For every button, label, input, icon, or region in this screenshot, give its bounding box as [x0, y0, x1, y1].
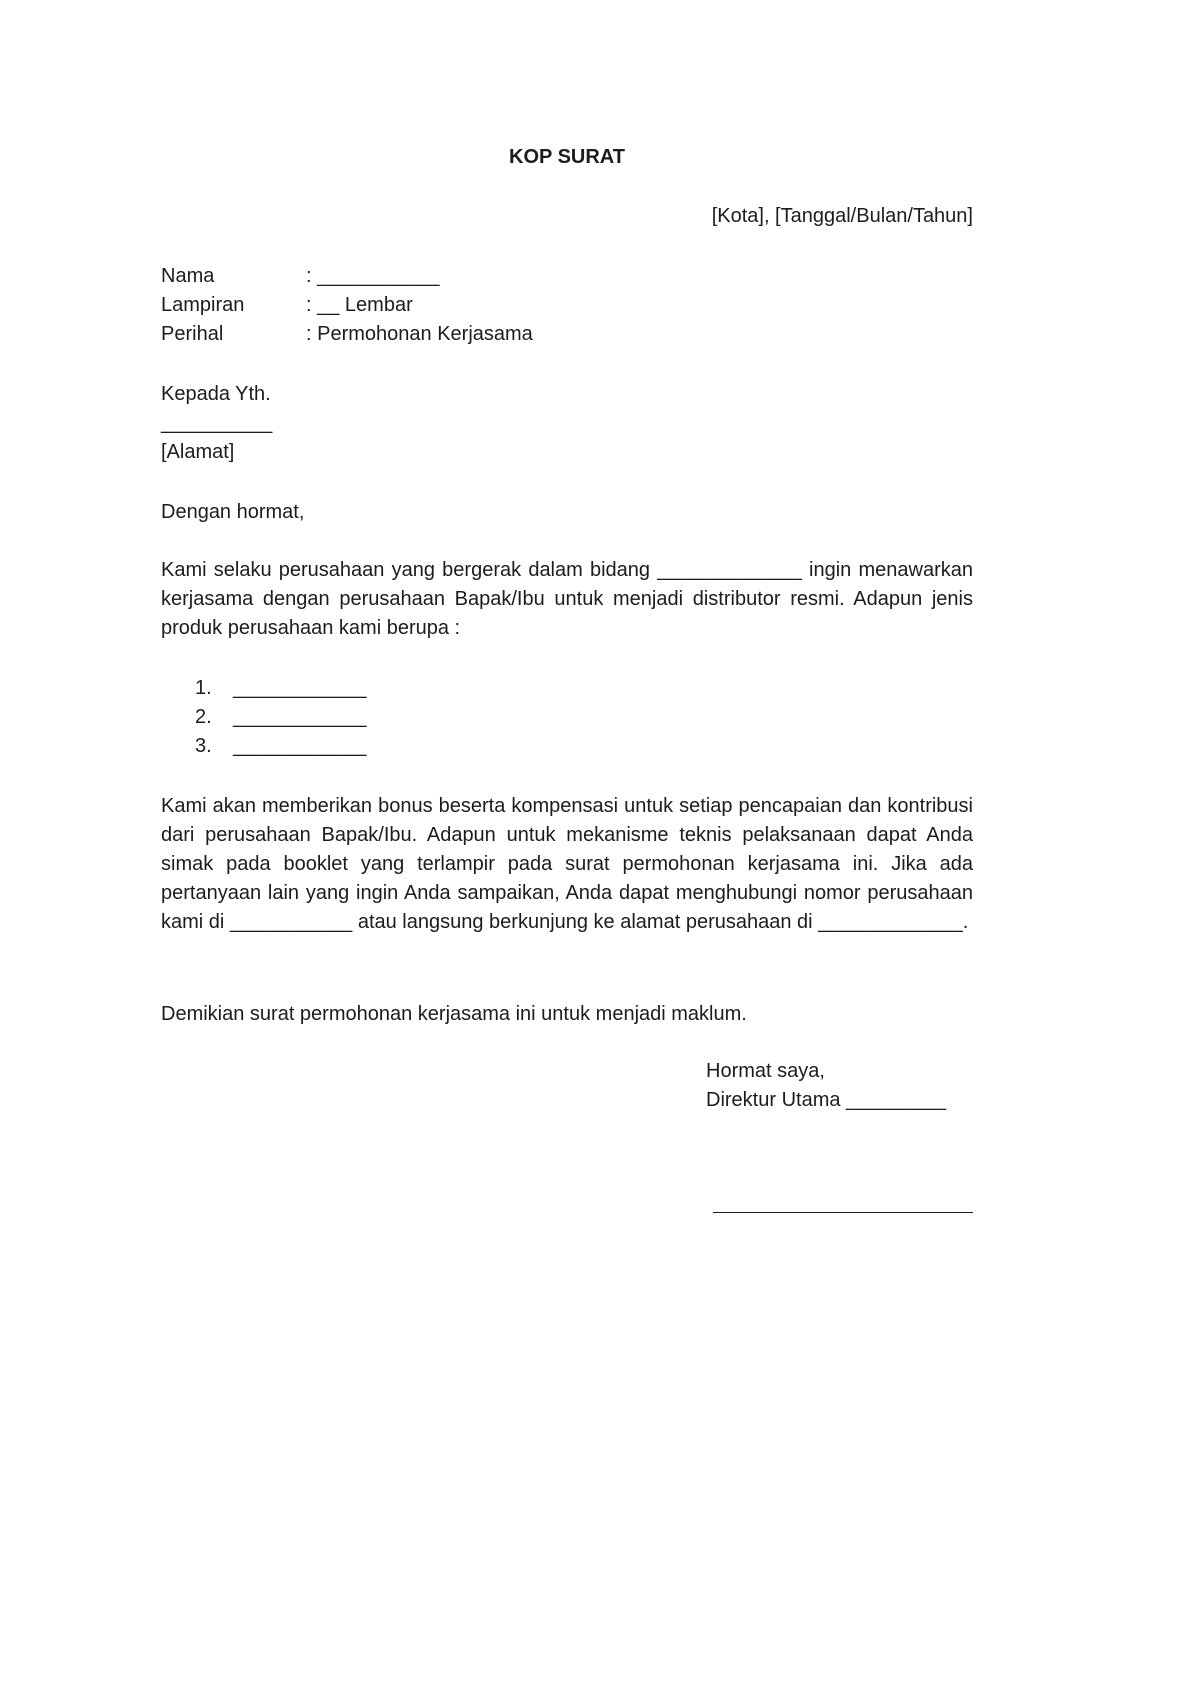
addressee-address: [Alamat]: [161, 441, 235, 463]
list-item: [195, 732, 366, 761]
meta-label: Nama: [161, 265, 215, 287]
addressee-name-blank: __________: [161, 412, 273, 434]
body-paragraph-3: Demikian surat permohonan kerjasama ini untuk menjadi maklum.: [161, 1003, 747, 1025]
product-list: [195, 674, 366, 761]
meta-row-lampiran: [161, 291, 533, 320]
letterhead-title: KOP SURAT: [509, 146, 625, 168]
list-number: 2.: [195, 706, 212, 728]
list-value: ____________: [233, 735, 367, 757]
list-value: ____________: [233, 677, 367, 699]
salutation: Dengan hormat,: [161, 501, 305, 523]
list-item: [195, 703, 366, 732]
addressee-block: [161, 380, 272, 467]
letter-meta: [161, 262, 533, 349]
closing-position: Direktur Utama _________: [706, 1089, 947, 1111]
meta-label: Perihal: [161, 323, 224, 345]
list-number: 1.: [195, 677, 212, 699]
addressee-to: Kepada Yth.: [161, 383, 271, 405]
list-value: ____________: [233, 706, 367, 728]
meta-label: Lampiran: [161, 294, 245, 316]
closing-block: [706, 1057, 946, 1115]
closing-regards: Hormat saya,: [706, 1060, 825, 1082]
body-paragraph-2: Kami akan memberikan bonus beserta kompensasi untuk setiap pencapaian dan kontribusi dari perusahaan Bapak/Ibu. Adapun untuk mekanisme teknis pelaksanaan dapat Anda simak pada booklet yang terlampir pada surat permohonan kerjasama ini. Jika ada pertanyaan lain yang ingin Anda sampaikan, Anda dapat menghubungi nomor perusahaan kami di ___________ atau langsung berkunjung ke alamat perusahaan di _____________.: [161, 795, 973, 933]
meta-row-perihal: [161, 320, 533, 349]
meta-value: : __ Lembar: [306, 294, 413, 316]
meta-row-nama: [161, 262, 533, 291]
place-date: [Kota], [Tanggal/Bulan/Tahun]: [711, 205, 973, 227]
list-number: 3.: [195, 735, 212, 757]
meta-value: : Permohonan Kerjasama: [306, 323, 533, 345]
list-item: [195, 674, 366, 703]
meta-value: : ___________: [306, 265, 440, 287]
signature-line: [713, 1212, 973, 1213]
body-paragraph-1: Kami selaku perusahaan yang bergerak dalam bidang _____________ ingin menawarkan kerjasama dengan perusahaan Bapak/Ibu untuk menjadi distributor resmi. Adapun jenis produk perusahaan kami berupa :: [161, 559, 973, 639]
